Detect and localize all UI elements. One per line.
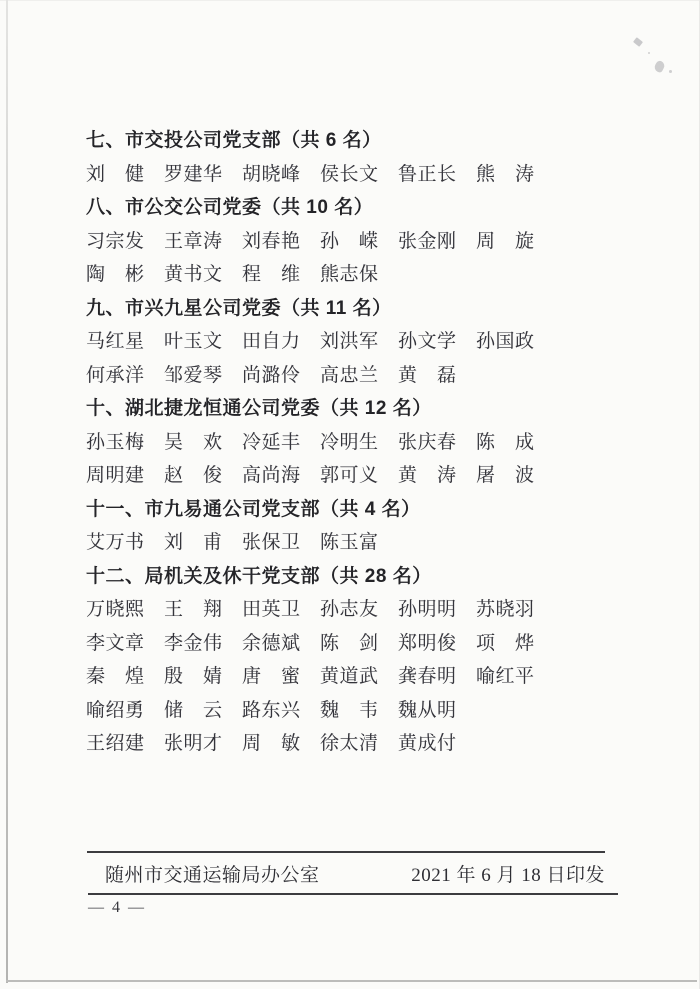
section-8-heading: 八、市公交公司党委（共 10 名） xyxy=(86,197,374,219)
section-9-heading: 九、市兴九星公司党委（共 11 名） xyxy=(86,297,392,319)
section-10-name-row: 周明建 赵 俊 高尚海 郭可义 黄 涛 屠 波 xyxy=(86,465,535,487)
section-10-heading: 十、湖北捷龙恒通公司党委（共 12 名） xyxy=(86,398,432,420)
scan-edge-left xyxy=(6,0,8,983)
section-12-name-row: 秦 煌 殷 婧 唐 蜜 黄道武 龚春明 喻红平 xyxy=(86,666,535,688)
section-7-name-row: 刘 健 罗建华 胡晓峰 侯长文 鲁正长 熊 涛 xyxy=(86,163,535,185)
section-8-name-row: 习宗发 王章涛 刘春艳 孙 嵘 张金刚 周 旋 xyxy=(86,230,535,252)
section-11-name-row: 艾万书 刘 甫 张保卫 陈玉富 xyxy=(86,532,379,554)
pencil-mark xyxy=(648,52,650,54)
footer xyxy=(105,859,605,887)
pencil-mark xyxy=(633,37,643,47)
print-date: 2021 年 6 月 18 日印发 xyxy=(411,864,605,886)
section-8-name-row: 陶 彬 黄书文 程 维 熊志保 xyxy=(86,264,379,286)
pencil-mark xyxy=(669,70,672,73)
section-10-name-row: 孙玉梅 吴 欢 冷延丰 冷明生 张庆春 陈 成 xyxy=(86,431,535,453)
section-9-name-row: 何承洋 邹爱琴 尚潞伶 高忠兰 黄 磊 xyxy=(86,364,457,386)
section-12-heading: 十二、局机关及休干党支部（共 28 名） xyxy=(86,565,432,587)
scan-edge-bottom xyxy=(6,980,697,982)
section-12-name-row: 万晓熙 王 翔 田英卫 孙志友 孙明明 苏晓羽 xyxy=(86,599,535,621)
section-12-name-row: 李文章 李金伟 余德斌 陈 剑 郑明俊 项 烨 xyxy=(86,632,535,654)
footer-rule-bottom xyxy=(88,893,618,895)
section-9-name-row: 马红星 叶玉文 田自力 刘洪军 孙文学 孙国政 xyxy=(86,331,535,353)
section-12-name-row: 王绍建 张明才 周 敏 徐太清 黄成付 xyxy=(86,733,457,755)
footer-rule-top xyxy=(87,851,605,853)
section-11-heading: 十一、市九易通公司党支部（共 4 名） xyxy=(86,498,421,520)
section-12-name-row: 喻绍勇 储 云 路东兴 魏 韦 魏从明 xyxy=(86,699,457,721)
roster-content xyxy=(86,122,664,759)
section-7-heading: 七、市交投公司党支部（共 6 名） xyxy=(86,130,382,152)
pencil-mark xyxy=(653,60,666,74)
issuing-office: 随州市交通运输局办公室 xyxy=(105,864,320,886)
page-number: — 4 — xyxy=(88,899,146,916)
scan-edge-top xyxy=(0,0,700,1)
